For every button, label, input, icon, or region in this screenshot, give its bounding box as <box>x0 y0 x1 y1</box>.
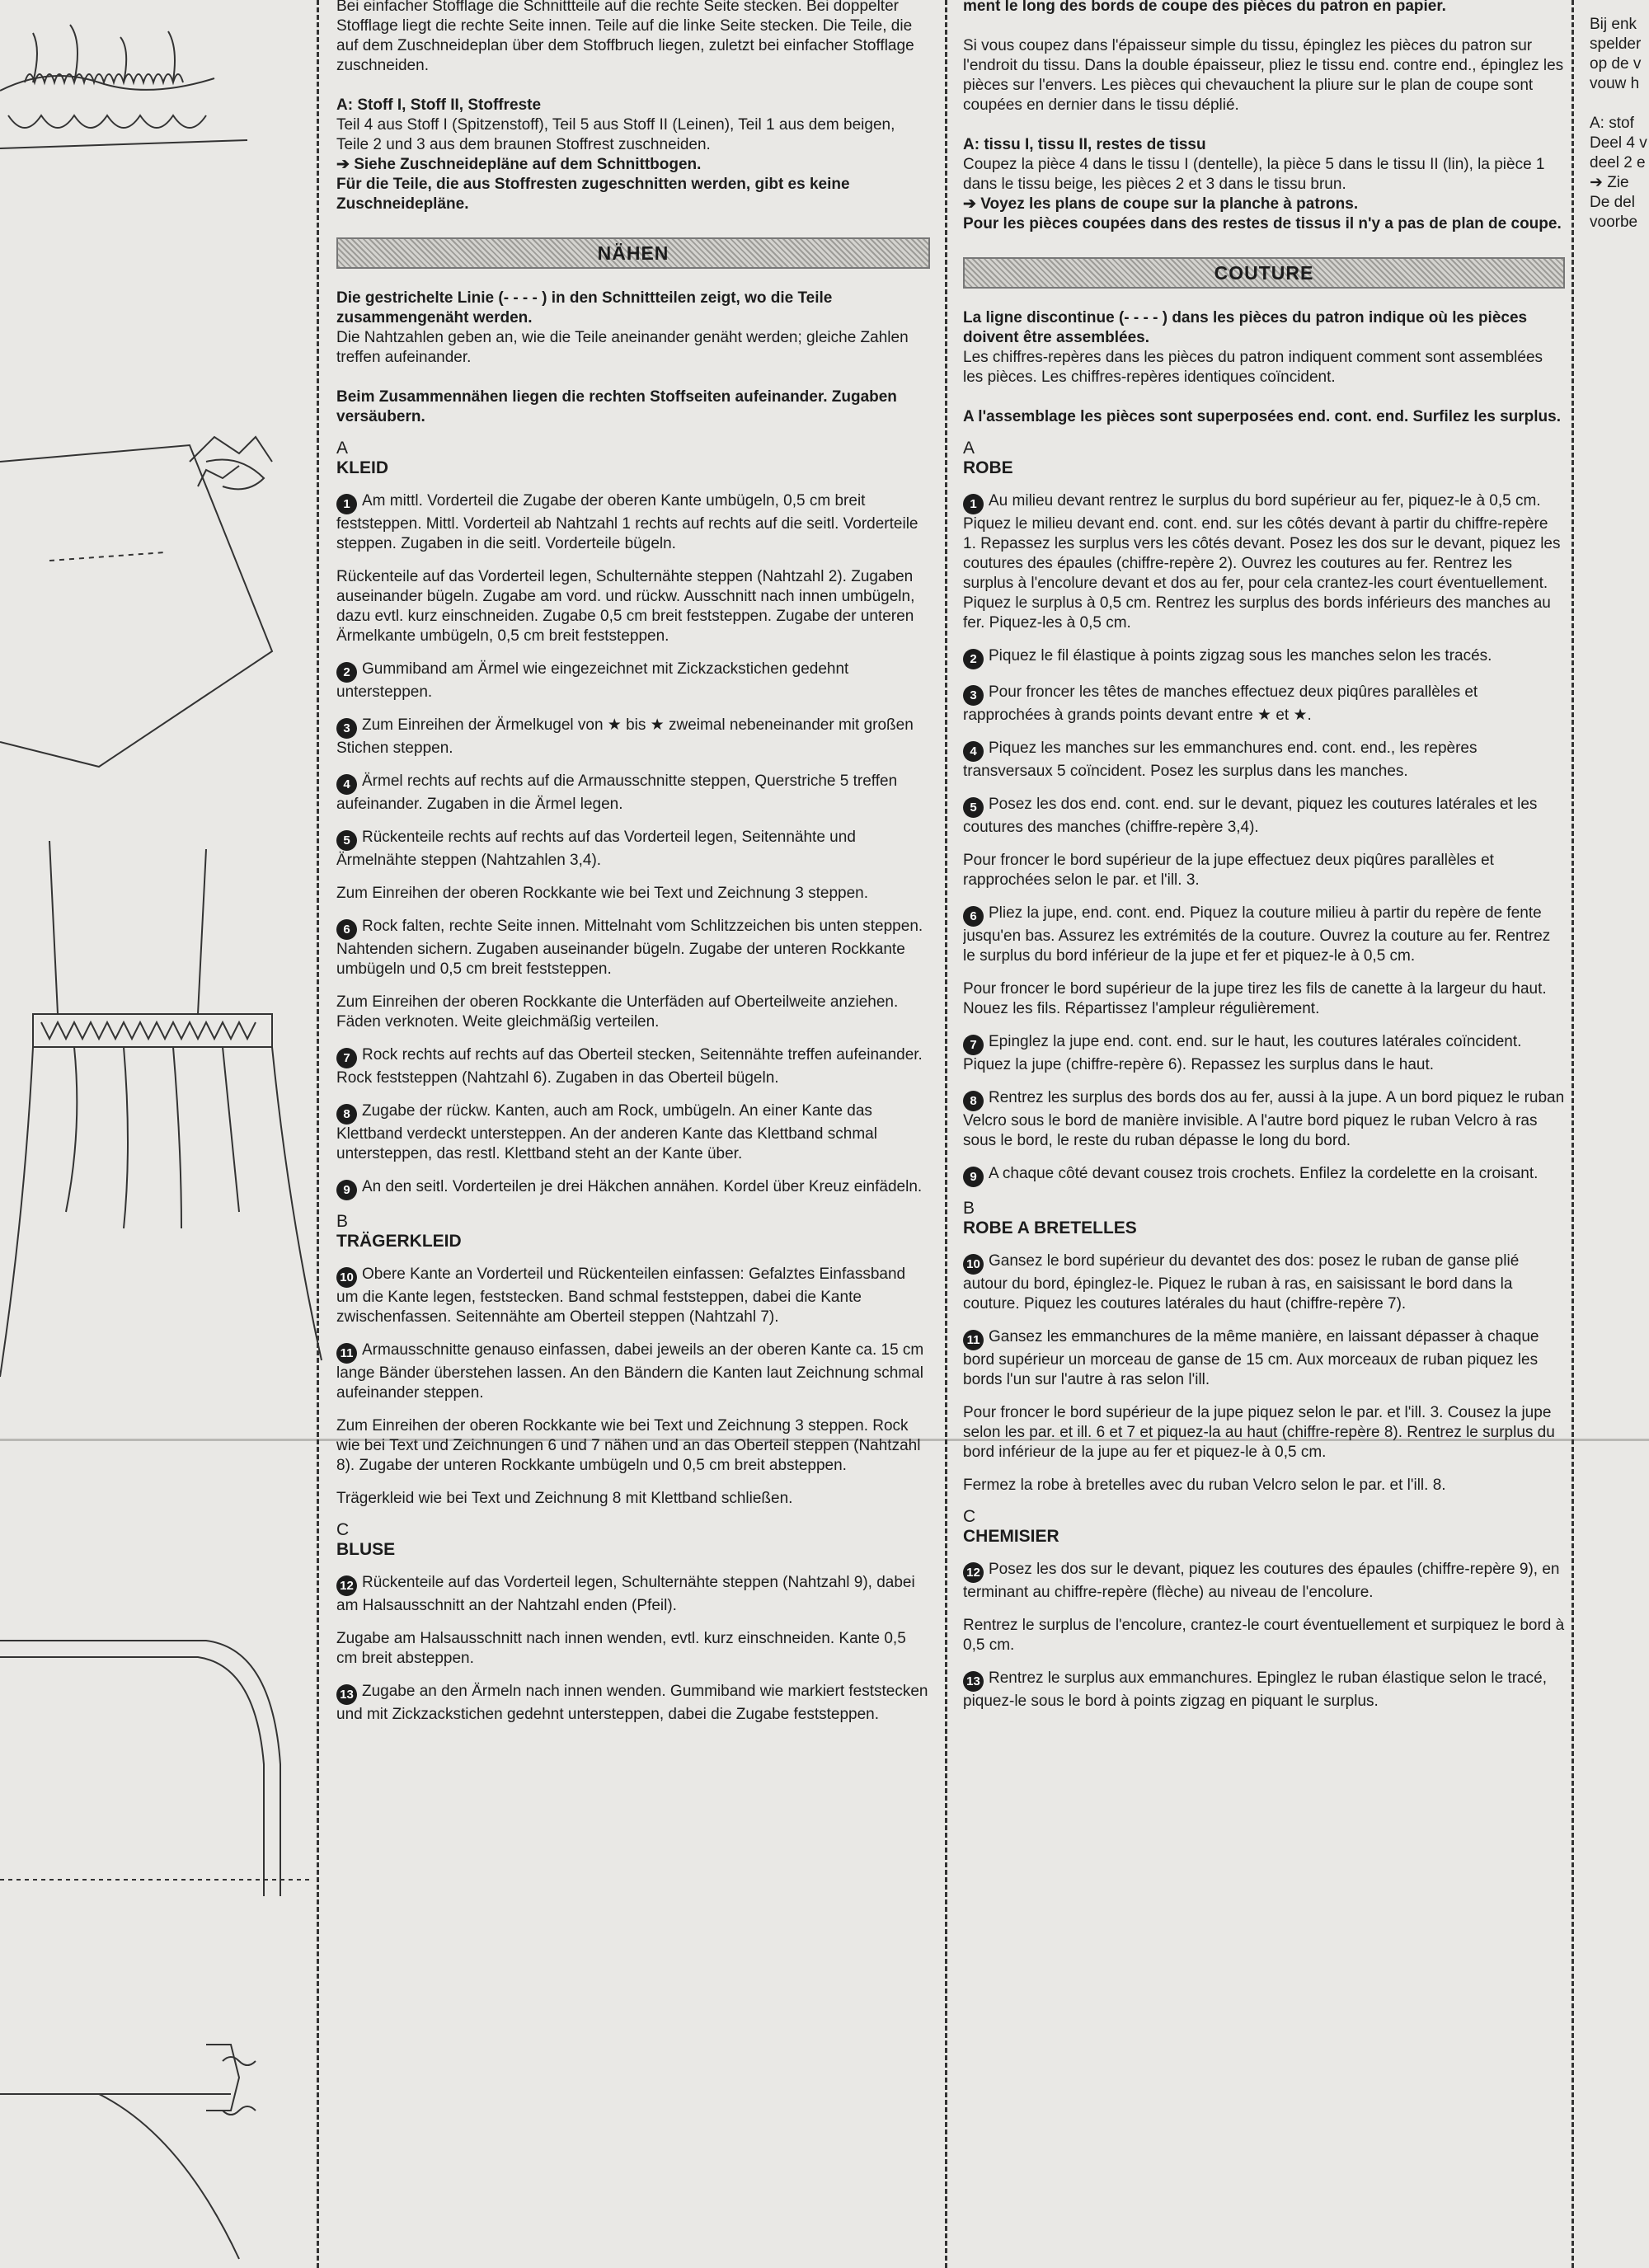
german-instruction-step <box>336 491 930 554</box>
german-section-title: KLEID <box>336 458 388 477</box>
german-instruction-step <box>336 1045 930 1088</box>
step-text: Obere Kante an Vorderteil und Rückenteilen einfassen: Gefalztes Einfassband um die Kante legen, feststecken. Band schmal feststeppen, dabei die Kante zwischenfassen. Seitennähte am Oberteil steppen (Nahtzahl 7). <box>336 1265 906 1326</box>
step-text: Am mittl. Vorderteil die Zugabe der oberen Kante umbügeln, 0,5 cm breit feststeppen. Mittl. Vorderteil ab Nahtzahl 1 rechts auf rechts auf die seitl. Vorderteile steppen. Zugaben in die seitl. Vorderteile bügeln. <box>336 492 918 552</box>
german-instruction-step <box>336 660 930 702</box>
column-divider-left <box>317 0 319 2268</box>
step-text: Epinglez la jupe end. cont. end. sur le haut, les coutures latérales coïncident. Piquez la jupe (chiffre-repère 6). Repassez les surplus dans le haut. <box>963 1033 1522 1073</box>
french-section-title: ROBE A BRETELLES <box>963 1219 1137 1237</box>
step-text: Zum Einreihen der oberen Rockkante wie bei Text und Zeichnung 3 steppen. Rock wie bei Text und Zeichnungen 6 und 7 nähen und an das Oberteil steppen (Nahtzahl 8). Zugabe der unteren Rockkante umbügeln und 0,5 cm breit absteppen. <box>336 1417 921 1474</box>
french-instruction-step <box>963 851 1565 890</box>
dutch-fragment-line: spelder <box>1590 35 1642 53</box>
german-instruction-step <box>336 1489 930 1509</box>
step-text: An den seitl. Vorderteilen je drei Häkchen annähen. Kordel über Kreuz einfädeln. <box>362 1178 923 1195</box>
illustration-strip <box>0 0 330 2268</box>
german-section-letter: C <box>336 1520 350 1539</box>
french-fabric-heading: A: tissu I, tissu II, restes de tissu <box>963 136 1206 153</box>
french-instruction-step <box>963 1403 1565 1463</box>
step-number-badge: 13 <box>963 1671 984 1692</box>
french-section-letter: C <box>963 1507 976 1526</box>
french-instruction-step <box>963 491 1565 633</box>
step-number-badge: 5 <box>336 830 357 851</box>
step-text: Gummiband am Ärmel wie eingezeichnet mit Zickzackstichen gedehnt untersteppen. <box>336 660 849 701</box>
french-column <box>963 0 1565 1712</box>
step-text: Posez les dos sur le devant, piquez les coutures des épaules (chiffre-repère 9), en terminant au chiffre-repère (flèche) au niveau de l'encolure. <box>963 1561 1560 1601</box>
dutch-fragment-line: A: stof <box>1590 115 1634 132</box>
french-instruction-step <box>963 1327 1565 1390</box>
french-instruction-step <box>963 795 1565 838</box>
german-instruction-step <box>336 828 930 871</box>
german-section-letter: B <box>336 1212 349 1231</box>
german-sewing-banner <box>336 237 930 269</box>
french-fabric-ref: ➔ Voyez les plans de coupe sur la planche à patrons. <box>963 195 1359 213</box>
german-sewing-title: NÄHEN <box>597 242 669 264</box>
step-number-badge: 8 <box>336 1104 357 1125</box>
dutch-column <box>1590 15 1649 232</box>
french-instruction-step <box>963 904 1565 966</box>
step-number-badge: 1 <box>336 494 357 514</box>
german-instruction-step <box>336 1101 930 1164</box>
step-text: Pour froncer le bord supérieur de la jupe piquez selon le par. et l'ill. 3. Cousez la jupe selon les par. et ill. 6 et 7 et piquez-la au haut (chiffre-repère 8). Rentrez le surplus du bord inférieur de la jupe au fer et piquez-le à 0,5 cm. <box>963 1404 1555 1461</box>
dutch-fragment-line: op de v <box>1590 55 1642 73</box>
french-seam-numbers-note: Les chiffres-repères dans les pièces du patron indiquent comment sont assemblées les pièces. Les chiffres-repères identiques coïncident. <box>963 349 1543 386</box>
step-text: Au milieu devant rentrez le surplus du bord supérieur au fer, piquez-le à 0,5 cm. Piquez le milieu devant end. cont. end. sur les côtés devant à partir du chiffre-repère 1. Repassez les surplus vers les côtés devant. Posez les dos sur le devant, piquez les coutures des épaules (chiffre-repère 2). Ouvrez les coutures au fer. Rentrez les surplus à l'encolure devant et dos au fer, pour cela crantez-les court éventuellement. Piquez le surplus à 0,5 cm. Rentrez les surplus des bords inférieurs des manches au fer. Piquez-les à 0,5 cm. <box>963 492 1561 632</box>
step-text: Gansez le bord supérieur du devantet des dos: posez le ruban de ganse plié autour du bord, épinglez-le. Piquez le ruban à ras, en saisissant le bord dans la couture. Piquez les coutures latérales du haut (chiffre-repère 7). <box>963 1252 1520 1312</box>
french-section-letter: B <box>963 1199 975 1218</box>
german-instruction-step <box>336 567 930 646</box>
step-number-badge: 9 <box>336 1180 357 1200</box>
step-text: Pour froncer le bord supérieur de la jupe tirez les fils de canette à la largeur du haut. Nouez les fils. Répartissez l'ampleur régulièrement. <box>963 980 1547 1017</box>
step-number-badge: 11 <box>336 1343 357 1364</box>
french-instruction-step <box>963 1088 1565 1151</box>
german-instruction-step <box>336 1265 930 1327</box>
german-instruction-step <box>336 884 930 904</box>
step-number-badge: 2 <box>336 662 357 683</box>
step-number-badge: 8 <box>963 1091 984 1111</box>
german-instruction-step <box>336 1573 930 1616</box>
step-number-badge: 3 <box>963 685 984 706</box>
step-text: Pour froncer le bord supérieur de la jupe effectuez deux piqûres parallèles et rapprochées selon le par. et l'ill. 3. <box>963 852 1494 889</box>
step-text: Trägerkleid wie bei Text und Zeichnung 8 mit Klettband schließen. <box>336 1490 793 1507</box>
step-number-badge: 12 <box>336 1575 357 1596</box>
step-text: Pour froncer les têtes de manches effectuez deux piqûres parallèles et rapprochées à grands points devant entre ★ et ★. <box>963 683 1478 724</box>
german-dashed-line-note: Die gestrichelte Linie (- - - - ) in den Schnittteilen zeigt, wo die Teile zusammengenäht werden. <box>336 289 833 326</box>
german-section-title: BLUSE <box>336 1540 396 1559</box>
step-number-badge: 4 <box>963 741 984 762</box>
french-instruction-step <box>963 683 1565 725</box>
step-text: Zum Einreihen der oberen Rockkante die Unterfäden auf Oberteilweite anziehen. Fäden verknoten. Weite gleichmäßig verteilen. <box>336 993 899 1031</box>
step-text: Zum Einreihen der Ärmelkugel von ★ bis ★ zweimal nebeneinander mit großen Stichen steppen. <box>336 716 914 757</box>
german-fabric-heading: A: Stoff I, Stoff II, Stoffreste <box>336 96 542 114</box>
column-divider-middle <box>945 0 947 2268</box>
step-text: Rückenteile rechts auf rechts auf das Vorderteil legen, Seitennähte und Ärmelnähte steppen (Nahtzahlen 3,4). <box>336 829 856 869</box>
french-instruction-step <box>963 979 1565 1019</box>
step-text: Zugabe an den Ärmeln nach innen wenden. Gummiband wie markiert feststecken und mit Zickzackstichen gedehnt untersteppen, dabei die Zugabe feststeppen. <box>336 1683 928 1723</box>
french-section-letter: A <box>963 439 975 458</box>
dutch-fragments <box>1590 15 1649 232</box>
step-text: Armausschnitte genauso einfassen, dabei jeweils an der oberen Kante ca. 15 cm lange Bänder überstehen lassen. An den Bändern die Kanten laut Zeichnung schmal aufeinander steppen. <box>336 1341 924 1402</box>
step-number-badge: 10 <box>963 1254 984 1275</box>
french-instruction-step <box>963 646 1565 669</box>
german-instruction-step <box>336 772 930 815</box>
step-text: Piquez les manches sur les emmanchures end. cont. end., les repères transversaux 5 coïncident. Posez les surplus dans les manches. <box>963 740 1478 780</box>
bodice-illustration <box>0 1641 313 1896</box>
dutch-fragment-line: deel 2 e <box>1590 154 1646 171</box>
step-text: Pliez la jupe, end. cont. end. Piquez la couture milieu à partir du repère de fente jusqu'en bas. Assurez les extrémités de la couture. Ouvrez la couture au fer. Rentrez le surplus du bord inférieur de la jupe et fer et piquez-le à 0,5 cm. <box>963 904 1551 965</box>
french-instruction-step <box>963 1251 1565 1314</box>
dutch-fragment-line: De del <box>1590 194 1635 211</box>
dutch-fragment-line: voorbe <box>1590 214 1638 231</box>
french-instruction-step <box>963 1616 1565 1655</box>
french-sewing-banner <box>963 257 1565 289</box>
german-fabric-text: Teil 4 aus Stoff I (Spitzenstoff), Teil 5 aus Stoff II (Leinen), Teil 1 aus dem beigen, Teile 2 und 3 aus dem braunen Stoffrest zuschneiden. <box>336 116 895 153</box>
step-number-badge: 6 <box>336 919 357 940</box>
french-instruction-step <box>963 1669 1565 1712</box>
step-number-badge: 7 <box>336 1048 357 1068</box>
step-number-badge: 10 <box>336 1267 357 1288</box>
german-sections <box>336 439 930 1725</box>
column-divider-right <box>1571 0 1574 2268</box>
step-number-badge: 3 <box>336 718 357 739</box>
german-right-sides-note: Beim Zusammennähen liegen die rechten Stoffseiten aufeinander. Zugaben versäubern. <box>336 388 897 425</box>
step-text: A chaque côté devant cousez trois crochets. Enfilez la cordelette en la croisant. <box>989 1165 1539 1182</box>
german-instruction-step <box>336 917 930 979</box>
french-sewing-title: COUTURE <box>1214 261 1314 284</box>
step-text: Zugabe am Halsausschnitt nach innen wenden, evtl. kurz einschneiden. Kante 0,5 cm breit absteppen. <box>336 1630 906 1667</box>
step-number-badge: 12 <box>963 1562 984 1583</box>
german-instruction-step <box>336 1682 930 1725</box>
ruffle-collar-illustration <box>0 25 247 148</box>
step-text: Zum Einreihen der oberen Rockkante wie bei Text und Zeichnung 3 steppen. <box>336 885 868 902</box>
french-fabric-note: Pour les pièces coupées dans des restes de tissus il n'y a pas de plan de coupe. <box>963 215 1562 232</box>
step-number-badge: 13 <box>336 1684 357 1705</box>
german-intro: Bei einfacher Stofflage die Schnittteile auf die rechte Seite stecken. Bei doppelter Stofflage liegt die rechte Seite innen. Teile auf die linke Seite stecken. Die Teile, die auf dem Zuschneideplan über dem Stoffbruch liegen, zuletzt bei einfacher Stofflage zuschneiden. <box>336 0 914 74</box>
french-instruction-step <box>963 1032 1565 1075</box>
french-sections <box>963 439 1565 1712</box>
french-instruction-step <box>963 1560 1565 1603</box>
french-instruction-step <box>963 1164 1565 1187</box>
step-text: Zugabe der rückw. Kanten, auch am Rock, umbügeln. An einer Kante das Klettband verdeckt untersteppen. An der anderen Kante das Klettband schmal untersteppen, das restl. Klettband steht an der Kante über. <box>336 1102 877 1162</box>
step-number-badge: 4 <box>336 774 357 795</box>
french-fabric-text: Coupez la pièce 4 dans le tissu I (dentelle), la pièce 5 dans le tissu II (lin), la pièce 1 dans le tissu beige, les pièces 2 et 3 dans le tissu brun. <box>963 156 1545 193</box>
french-intro: Si vous coupez dans l'épaisseur simple du tissu, épinglez les pièces du patron sur l'endroit du tissu. Dans la double épaisseur, pliez le tissu end. contre end., épinglez les pièces sur l'envers. Les pièces qui chevauchent la pliure sur le plan de coupe sont coupées en dernier dans le tissu déplié. <box>963 37 1564 114</box>
step-number-badge: 5 <box>963 797 984 818</box>
german-instruction-step <box>336 1341 930 1403</box>
dutch-fragment-line: ➔ Zie <box>1590 174 1629 191</box>
step-number-badge: 1 <box>963 494 984 514</box>
step-text: Rentrez le surplus de l'encolure, crantez-le court éventuellement et surpiquez le bord à 0,5 cm. <box>963 1617 1565 1654</box>
german-seam-numbers-note: Die Nahtzahlen geben an, wie die Teile aneinander genäht werden; gleiche Zahlen treffen aufeinander. <box>336 329 909 366</box>
step-text: Ärmel rechts auf rechts auf die Armausschnitte steppen, Querstriche 5 treffen aufeinander. Zugaben in die Ärmel legen. <box>336 772 898 813</box>
german-instruction-step <box>336 1629 930 1669</box>
step-text: Rückenteile auf das Vorderteil legen, Schulternähte steppen (Nahtzahl 9), dabei am Halsausschnitt an der Nahtzahl enden (Pfeil). <box>336 1574 915 1614</box>
german-section-letter: A <box>336 439 349 458</box>
french-section-title: CHEMISIER <box>963 1527 1059 1546</box>
step-text: Rückenteile auf das Vorderteil legen, Schulternähte steppen (Nahtzahl 2). Zugaben auseinander bügeln. Zugabe am vord. und rückw. Ausschnitt nach innen umbügeln, dazu evtl. kurz einschneiden. Zugabe 0,5 cm breit feststeppen. Zugabe der unteren Ärmelkante umbügeln, 0,5 cm breit feststeppen. <box>336 568 915 645</box>
step-number-badge: 9 <box>963 1167 984 1187</box>
french-instruction-step <box>963 739 1565 782</box>
step-text: Fermez la robe à bretelles avec du ruban Velcro selon le par. et l'ill. 8. <box>963 1477 1446 1494</box>
german-instruction-step <box>336 1177 930 1200</box>
dutch-fragment-line: Bij enk <box>1590 16 1637 33</box>
german-column <box>336 0 930 1725</box>
step-number-badge: 11 <box>963 1330 984 1350</box>
french-right-sides-note: A l'assemblage les pièces sont superposées end. cont. end. Surfilez les surplus. <box>963 408 1561 425</box>
german-instruction-step <box>336 1416 930 1476</box>
step-number-badge: 6 <box>963 906 984 927</box>
step-text: Piquez le fil élastique à points zigzag sous les manches selon les tracés. <box>989 647 1492 664</box>
step-text: Posez les dos end. cont. end. sur le devant, piquez les coutures latérales et les coutures des manches (chiffre-repère 3,4). <box>963 796 1538 836</box>
dutch-fragment-line: vouw h <box>1590 75 1640 92</box>
french-dashed-line-note: La ligne discontinue (- - - - ) dans les pièces du patron indique où les pièces doivent être assemblées. <box>963 309 1528 346</box>
sleeve-illustration <box>0 437 272 767</box>
skirt-illustration <box>0 841 322 1377</box>
german-instruction-step <box>336 993 930 1032</box>
step-text: Rock rechts auf rechts auf das Oberteil stecken, Seitennähte treffen aufeinander. Rock feststeppen (Nahtzahl 6). Zugaben in das Oberteil bügeln. <box>336 1046 923 1087</box>
step-number-badge: 2 <box>963 649 984 669</box>
step-text: Rentrez les surplus des bords dos au fer, aussi à la jupe. A un bord piquez le ruban Velcro sous le bord de manière invisible. A l'autre bord piquez le ruban Velcro à ras sous le bord, le reste du ruban dépasse le long du bord. <box>963 1089 1565 1149</box>
german-fabric-note: Für die Teile, die aus Stoffresten zugeschnitten werden, gibt es keine Zuschneidepläne. <box>336 176 850 213</box>
step-number-badge: 7 <box>963 1035 984 1055</box>
dutch-fragment-line <box>1590 94 1649 114</box>
german-fabric-ref: ➔ Siehe Zuschneidepläne auf dem Schnittbogen. <box>336 156 702 173</box>
german-section-title: TRÄGERKLEID <box>336 1232 462 1251</box>
french-section-title: ROBE <box>963 458 1013 477</box>
french-instruction-step <box>963 1476 1565 1496</box>
german-instruction-step <box>336 716 930 758</box>
step-text: Gansez les emmanchures de la même manière, en laissant dépasser à chaque bord supérieur un morceau de ganse de 15 cm. Aux morceaux de ruban piquez les bords l'un sur l'autre à ras selon l'ill. <box>963 1328 1539 1388</box>
dutch-fragment-line: Deel 4 v <box>1590 134 1647 152</box>
step-text: Rock falten, rechte Seite innen. Mittelnaht vom Schlitzzeichen bis unten steppen. Nahtenden sichern. Zugaben auseinander bügeln. Zugabe der unteren Rockkante umbügeln und 0,5 cm breit feststeppen. <box>336 918 923 978</box>
step-text: Rentrez le surplus aux emmanchures. Epinglez le ruban élastique selon le tracé, piquez-le sous le bord à points zigzag en piquant le surplus. <box>963 1669 1547 1710</box>
french-intro-top: ment le long des bords de coupe des pièces du patron en papier. <box>963 0 1446 15</box>
cuff-illustration <box>0 2045 256 2259</box>
